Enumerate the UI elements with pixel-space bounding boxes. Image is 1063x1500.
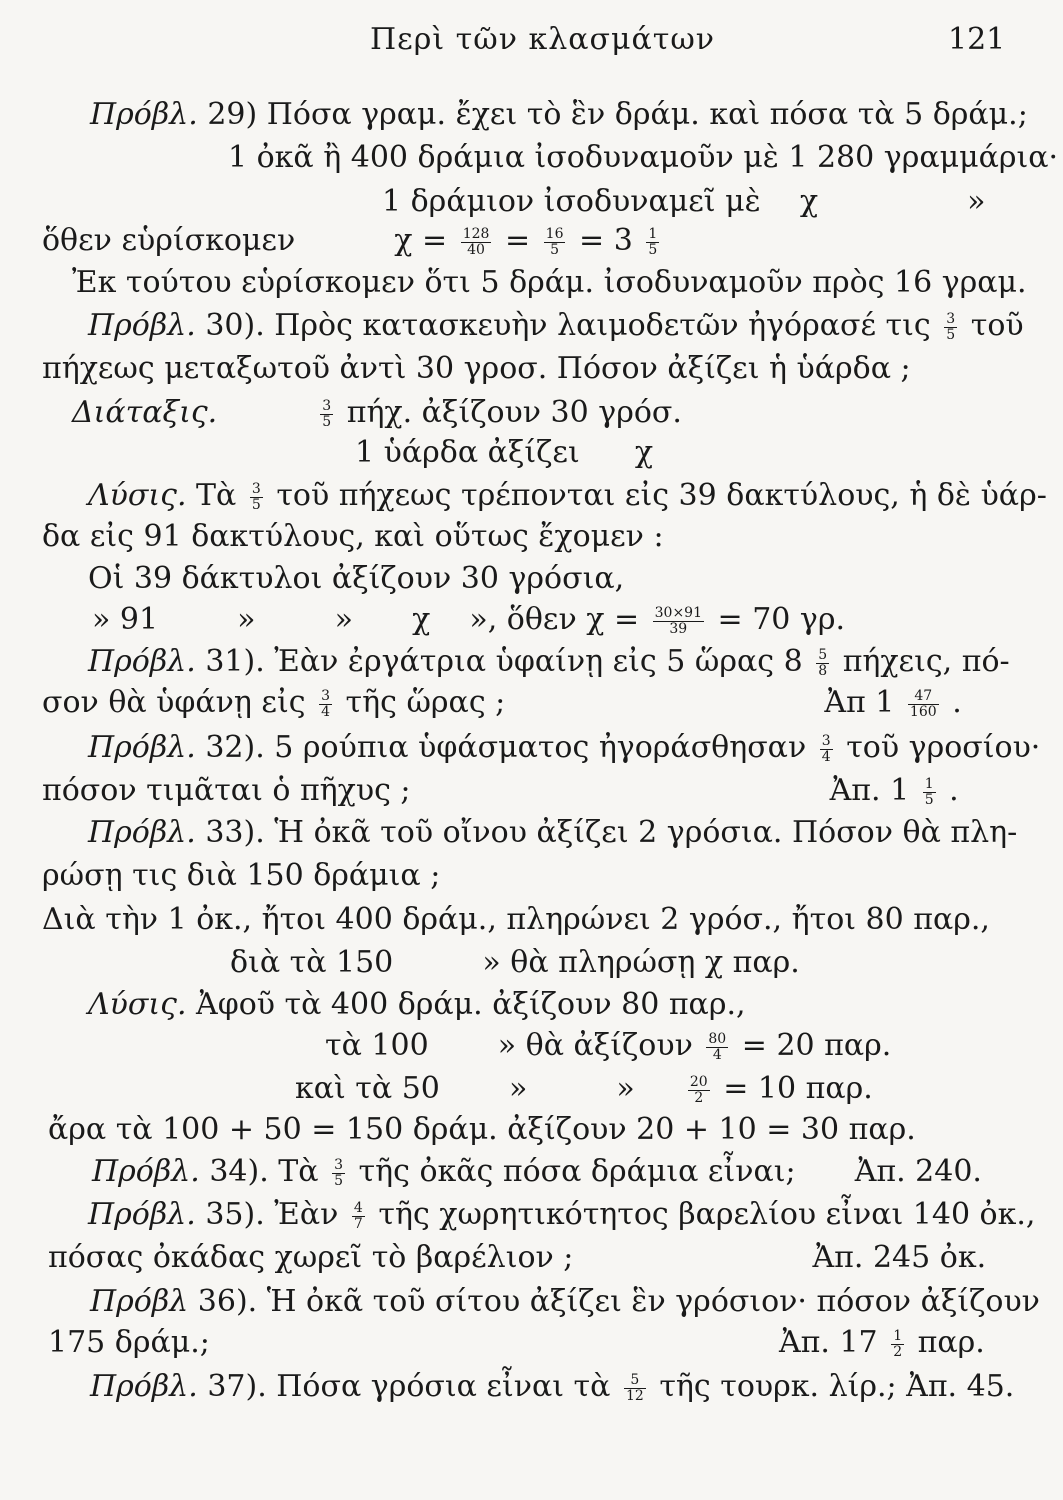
text-segment: τοῦ γροσίου· <box>846 730 1041 765</box>
fraction-numerator: 3 <box>946 310 956 327</box>
text-line <box>48 1240 987 1275</box>
fraction-denominator: 5 <box>251 496 261 513</box>
fraction <box>923 777 936 807</box>
text-line <box>48 1325 985 1360</box>
answer: Ἀπ 1 <box>824 685 895 720</box>
fraction <box>891 1329 904 1359</box>
text-segment: » 91 <box>92 602 159 637</box>
fraction-numerator: 1 <box>893 1327 903 1344</box>
fraction-denominator: 7 <box>353 1215 363 1232</box>
text-segment: σον θὰ ὑφάνῃ εἰς <box>42 685 306 720</box>
variable-x: χ <box>634 435 654 470</box>
fraction <box>332 1158 345 1188</box>
problem-label: Πρόβλ. <box>88 1197 196 1232</box>
fraction-numerator: 80 <box>708 1030 727 1047</box>
problem-35-line <box>88 1197 1036 1232</box>
text-segment: 1 ὑάρδα ἀξίζει <box>355 435 580 470</box>
text-segment: καὶ τὰ 50 <box>295 1071 440 1106</box>
problem-label: Πρόβλ. <box>88 308 196 343</box>
equation-line <box>42 223 663 258</box>
text-segment: = 20 παρ. <box>741 1028 892 1063</box>
fraction-denominator: 8 <box>818 662 828 679</box>
equation-lhs: χ = <box>394 223 448 258</box>
fraction <box>320 399 333 429</box>
text-segment: 175 δράμ.; <box>48 1325 210 1360</box>
fraction-denominator: 5 <box>322 413 332 430</box>
text-segment: Ἀφοῦ τὰ 400 δράμ. ἀξίζουν 80 παρ., <box>196 987 746 1022</box>
problem-30-line <box>88 308 1024 343</box>
section-label: Λύσις. <box>88 478 187 513</box>
fraction-numerator: 5 <box>818 646 828 663</box>
text-segment: = 10 παρ. <box>723 1071 873 1106</box>
text-line: 1 ὀκᾶ ἢ 400 δράμια ἰσοδυναμοῦν μὲ 1 280 γραμμάρια· <box>228 140 1059 175</box>
fraction <box>688 1075 710 1105</box>
answer: Ἀπ. 240. <box>854 1154 982 1189</box>
text-segment: τοῦ πήχεως τρέπονται εἰς 39 δακτύλους, ἡ δὲ ὑάρ- <box>276 478 1047 513</box>
text-segment: . <box>952 685 962 720</box>
text-segment: 35). Ἐὰν <box>205 1197 339 1232</box>
fraction <box>944 312 957 342</box>
fraction-denominator: 40 <box>467 241 485 258</box>
text-segment: . <box>949 773 959 808</box>
fraction-denominator: 5 <box>946 326 956 343</box>
ditto-mark: » <box>334 602 353 637</box>
fraction <box>653 606 704 636</box>
fraction-numerator: 4 <box>353 1199 363 1216</box>
answer: Ἀπ. 1 <box>829 773 910 808</box>
fraction <box>250 482 263 512</box>
problem-label: Πρόβλ. <box>88 644 196 679</box>
fraction-denominator: 4 <box>321 703 330 720</box>
page-number: 121 <box>948 22 1006 57</box>
text-line: ἄρα τὰ 100 + 50 = 150 δράμ. ἀξίζουν 20 + 10 = 30 παρ. <box>48 1112 916 1147</box>
fraction-denominator: 12 <box>625 1387 644 1404</box>
equation-line <box>325 1028 892 1063</box>
equals-sign: = <box>504 223 531 258</box>
fraction <box>820 734 833 764</box>
fraction-numerator: 3 <box>334 1156 343 1173</box>
text-segment: τῆς ὥρας ; <box>345 685 506 720</box>
text-line: Οἱ 39 δάκτυλοι ἀξίζουν 30 γρόσια, <box>88 561 625 596</box>
answer: Ἀπ. 245 ὀκ. <box>812 1240 987 1275</box>
text-line: Διὰ τὴν 1 ὀκ., ἤτοι 400 δράμ., πληρώνει 2 γρόσ., ἤτοι 80 παρ., <box>42 902 990 937</box>
text-segment: τῆς τουρκ. λίρ.; Ἀπ. 45. <box>659 1369 1015 1404</box>
arrangement-line <box>72 395 682 430</box>
problem-label: Πρόβλ <box>90 1284 189 1319</box>
text-line <box>42 773 959 808</box>
text-segment: 1 δράμιον ἰσοδυναμεῖ μὲ <box>382 184 761 219</box>
fraction-numerator: 47 <box>908 689 939 705</box>
text-segment: τὰ 100 <box>325 1028 429 1063</box>
fraction-numerator: 3 <box>251 480 261 497</box>
text-line: πήχεως μεταξωτοῦ ἀντὶ 30 γροσ. Πόσον ἀξίζει ἡ ὑάρδα ; <box>42 351 911 386</box>
problem-label: Πρόβλ. <box>88 730 196 765</box>
fraction-denominator: 4 <box>821 748 831 765</box>
text-line: ρώσῃ τις διὰ 150 δράμια ; <box>42 858 441 893</box>
text-segment: 30). Πρὸς κατασκευὴν λαιμοδετῶν ἠγόρασέ τις <box>205 308 931 343</box>
problem-29-line <box>90 97 1028 132</box>
variable-x: χ <box>412 602 431 637</box>
fraction-denominator: 5 <box>334 1172 343 1189</box>
text-segment: πόσας ὀκάδας χωρεῖ τὸ βαρέλιον ; <box>48 1240 574 1275</box>
text-segment: 37). Πόσα γρόσια εἶναι τὰ <box>207 1369 611 1404</box>
equation-line <box>295 1071 873 1106</box>
fraction <box>816 648 829 678</box>
fraction <box>624 1373 646 1403</box>
page-header-title: Περὶ τῶν κλασμάτων <box>370 22 716 57</box>
fraction-denominator: 2 <box>694 1089 704 1106</box>
equation-line <box>92 602 846 637</box>
text-line: Ἐκ τούτου εὑρίσκομεν ὅτι 5 δράμ. ἰσοδυναμοῦν πρὸς 16 γραμ. <box>72 265 1027 300</box>
text-segment: τῆς ὀκᾶς πόσα δράμια εἶναι; <box>358 1154 796 1189</box>
fraction-numerator: 3 <box>321 687 330 704</box>
fraction-numerator: 3 <box>821 732 831 749</box>
text-segment: » θὰ πληρώσῃ χ παρ. <box>482 945 800 980</box>
problem-label: Πρόβλ. <box>88 815 196 850</box>
solution-line <box>88 478 1047 513</box>
fraction-denominator: 5 <box>648 241 658 258</box>
fraction <box>908 689 939 719</box>
text-segment: τῆς χωρητικότητος βαρελίου εἶναι 140 ὀκ., <box>378 1197 1036 1232</box>
fraction-denominator: 2 <box>893 1343 903 1360</box>
variable-x: χ <box>799 184 818 219</box>
section-label: Λύσις. <box>88 987 187 1022</box>
fraction-numerator: 1 <box>648 225 658 242</box>
text-segment: Τὰ <box>196 478 237 513</box>
answer: Ἀπ. 17 <box>779 1325 878 1360</box>
fraction <box>461 227 492 257</box>
fraction <box>544 227 566 257</box>
text-segment: διὰ τὰ 150 <box>230 945 394 980</box>
text-line <box>355 435 654 470</box>
text-segment: 29) Πόσα γραμ. ἔχει τὸ ἓν δράμ. καὶ πόσα τὰ 5 δράμ.; <box>207 97 1028 132</box>
text-line <box>230 945 800 980</box>
fraction <box>352 1201 365 1231</box>
problem-label: Πρόβλ. <box>90 97 198 132</box>
problem-34-line <box>92 1154 982 1189</box>
fraction-numerator: 5 <box>624 1373 646 1389</box>
problem-31-line <box>88 644 1010 679</box>
fraction <box>319 689 332 719</box>
text-segment: 31). Ἐὰν ἐργάτρια ὑφαίνῃ εἰς 5 ὥρας 8 <box>205 644 803 679</box>
text-segment: ὅθεν εὑρίσκομεν <box>42 223 296 258</box>
ditto-mark: » <box>508 1071 528 1106</box>
section-label: Διάταξις. <box>72 395 218 430</box>
text-segment: 32). 5 ρούπια ὑφάσματος ἠγοράσθησαν <box>205 730 807 765</box>
text-segment: = 3 <box>579 223 633 258</box>
solution-line <box>88 987 746 1022</box>
fraction-numerator: 1 <box>924 775 934 792</box>
problem-33-line <box>88 815 1018 850</box>
fraction-numerator: 16 <box>545 225 564 242</box>
text-segment: παρ. <box>917 1325 985 1360</box>
text-segment: πήχεις, πό- <box>842 644 1010 679</box>
fraction-denominator: 39 <box>669 620 688 637</box>
fraction-numerator: 3 <box>322 397 332 414</box>
text-segment: 34). Τὰ <box>209 1154 319 1189</box>
text-segment: τοῦ <box>970 308 1024 343</box>
fraction-numerator: 128 <box>462 225 490 242</box>
ditto-mark: » <box>967 184 986 219</box>
fraction-denominator: 4 <box>712 1046 722 1063</box>
fraction-denominator: 160 <box>909 703 937 720</box>
text-segment: πήχ. ἀξίζουν 30 γρόσ. <box>346 395 682 430</box>
fraction-numerator: 30×91 <box>654 604 702 621</box>
ditto-mark: » <box>237 602 256 637</box>
text-segment: πόσον τιμᾶται ὁ πῆχυς ; <box>42 773 411 808</box>
problem-32-line <box>88 730 1041 765</box>
fraction <box>706 1032 728 1062</box>
text-line <box>382 184 986 219</box>
text-line: δα εἰς 91 δακτύλους, καὶ οὕτως ἔχομεν : <box>42 519 664 554</box>
fraction <box>646 227 659 257</box>
fraction-denominator: 5 <box>924 791 934 808</box>
text-segment: » θὰ ἀξίζουν <box>497 1028 693 1063</box>
text-segment: 36). Ἡ ὀκᾶ τοῦ σίτου ἀξίζει ἓν γρόσιον· πόσον ἀξίζουν <box>197 1284 1040 1319</box>
problem-label: Πρόβλ. <box>90 1369 198 1404</box>
problem-37-line <box>90 1369 1015 1404</box>
problem-label: Πρόβλ. <box>92 1154 200 1189</box>
text-line <box>42 685 962 720</box>
text-segment: », ὅθεν χ = <box>469 602 640 637</box>
text-segment: = 70 γρ. <box>717 602 846 637</box>
ditto-mark: » <box>616 1071 635 1106</box>
problem-36-line <box>90 1284 1040 1319</box>
fraction-numerator: 20 <box>689 1073 708 1090</box>
text-segment: 33). Ἡ ὀκᾶ τοῦ οἴνου ἀξίζει 2 γρόσια. Πόσον θὰ πλη- <box>205 815 1018 850</box>
fraction-denominator: 5 <box>550 241 560 258</box>
